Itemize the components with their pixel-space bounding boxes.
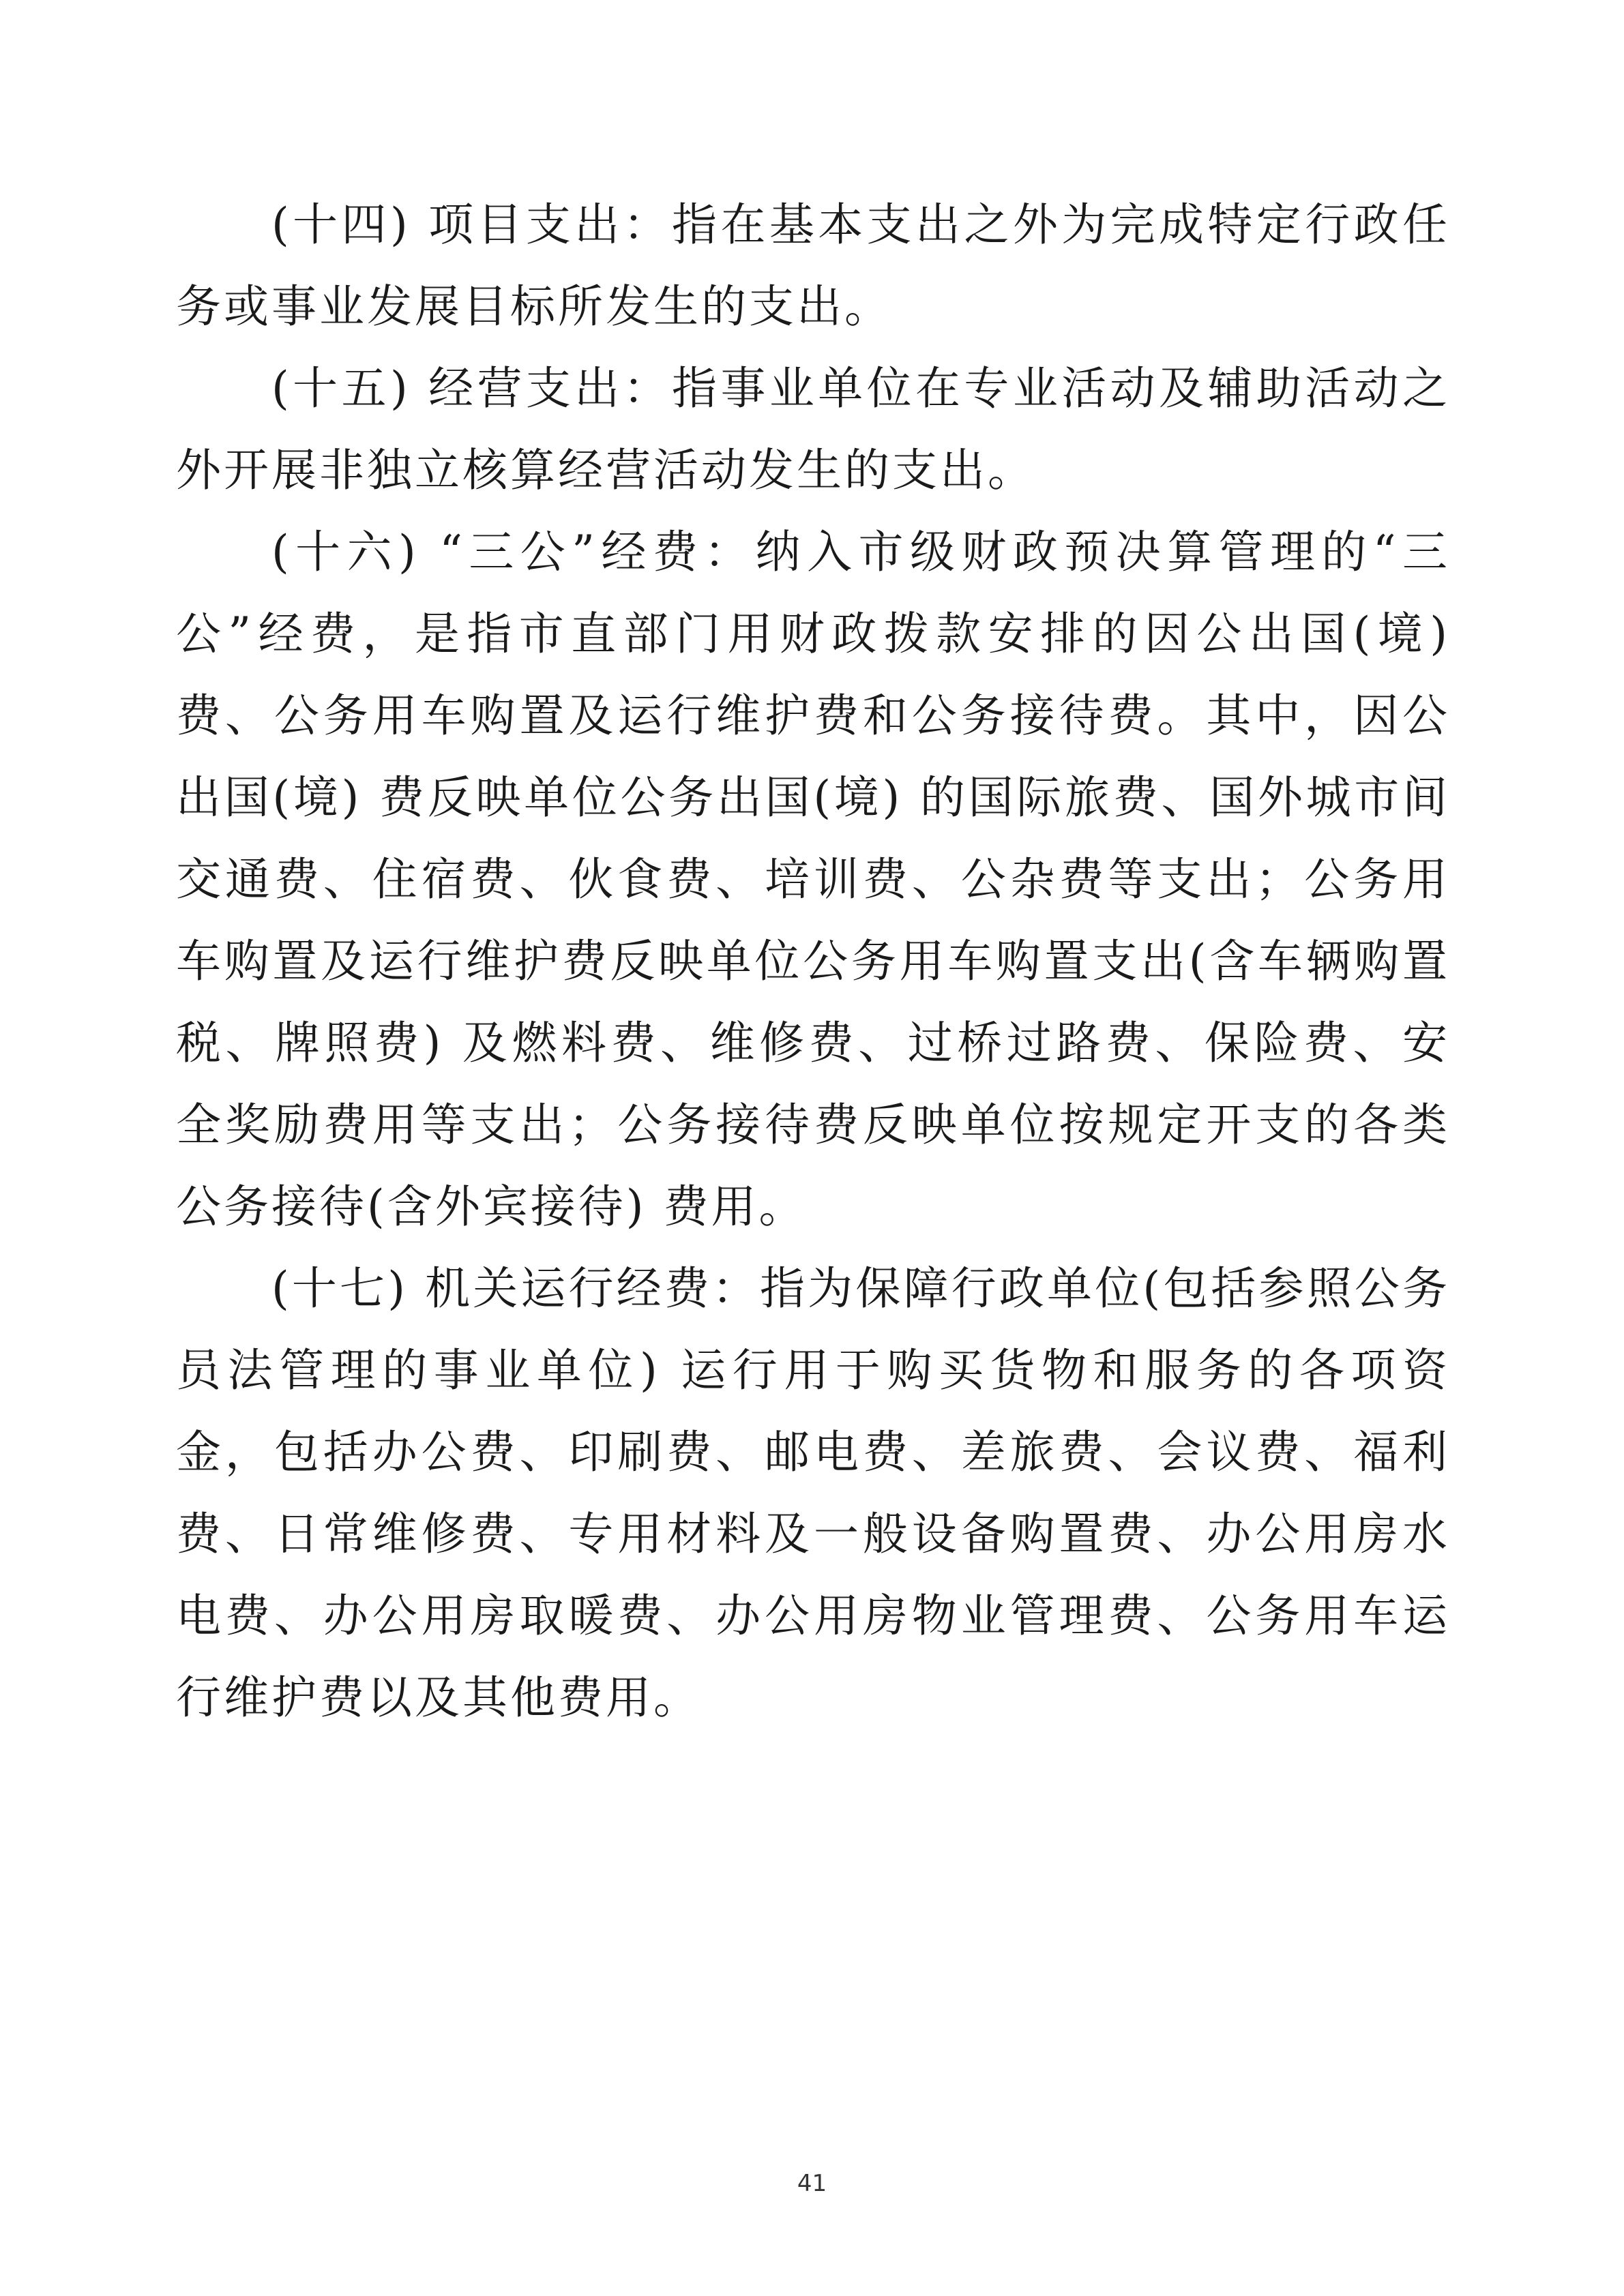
paragraph-three-public-expenses: (十六) “三公”经费：纳入市级财政预决算管理的“三公”经费，是指市直部门用财政拨款安排的因公出国(境) 费、公务用车购置及运行维护费和公务接待费。其中，因公出国(境) 费反映单位公务出国(境) 的国际旅费、国外城市间交通费、住宿费、伙食费、培训费、公杂费等支出；公务用车购置及运行维护费反映单位公务用车购置支出(含车辆购置税、牌照费) 及燃料费、维修费、过桥过路费、保险费、安全奖励费用等支出；公务接待费反映单位按规定开支的各类公务接待(含外宾接待) 费用。 — [176, 526, 1450, 1233]
paragraph-operating-expenditure: (十五) 经营支出：指事业单位在专业活动及辅助活动之外开展非独立核算经营活动发生的支出。 — [176, 362, 1450, 496]
paragraph-project-expenditure: (十四) 项目支出：指在基本支出之外为完成特定行政任务或事业发展目标所发生的支出。 — [176, 198, 1450, 333]
paragraph-agency-operating-expenses: (十七) 机关运行经费：指为保障行政单位(包括参照公务员法管理的事业单位) 运行用于购买货物和服务的各项资金，包括办公费、印刷费、邮电费、差旅费、会议费、福利费、日常维修费、专用材料及一般设备购置费、办公用房水电费、办公用房取暖费、办公用房物业管理费、公务用车运行维护费以及其他费用。 — [176, 1262, 1450, 1724]
document-body — [176, 184, 1450, 1739]
page-number: 41 — [797, 2170, 827, 2197]
